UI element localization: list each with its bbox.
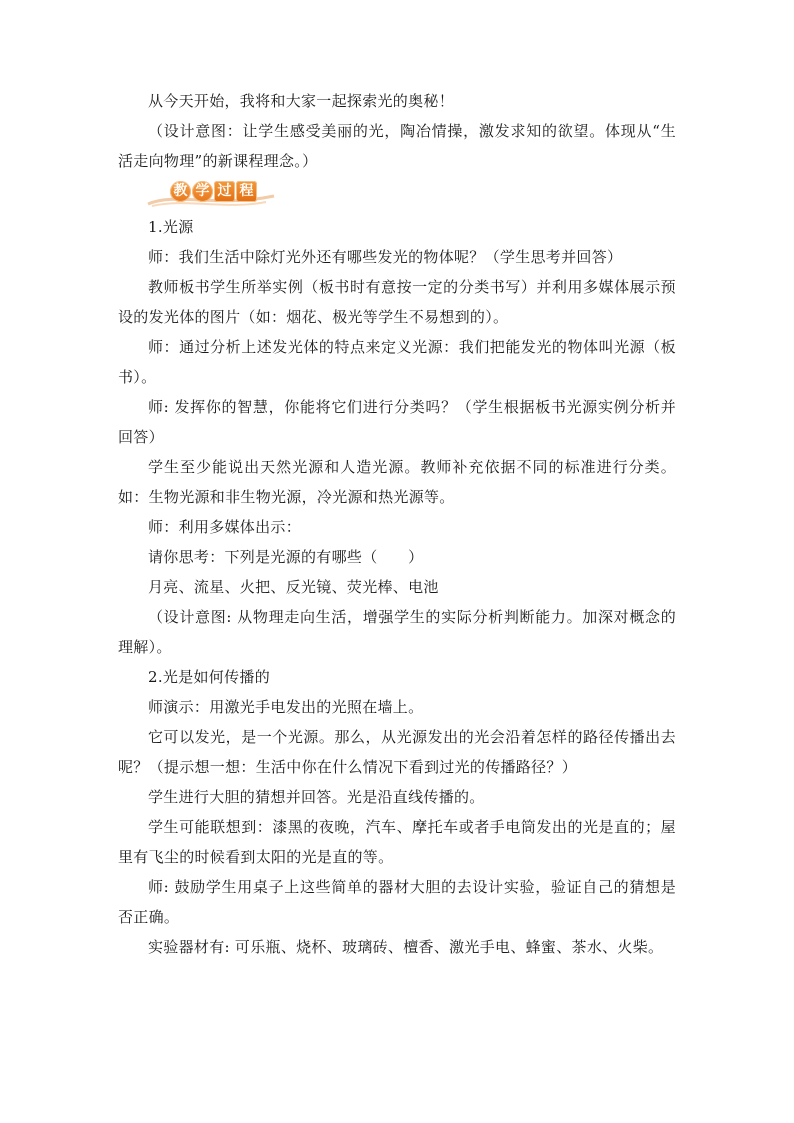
section-heading-teaching-process: [146, 178, 676, 208]
paragraph: 师演示：用激光手电发出的光照在墙上。: [148, 698, 424, 716]
paragraph: 师：利用多媒体出示：: [148, 518, 302, 536]
intro-design-intent: （设计意图：让学生感受美丽的光，陶冶情操，激发求知的欲望。体现从“生活走向物理”的新课程理念。）: [118, 122, 676, 170]
paragraph: 师：通过分析上述发光体的特点来定义光源：我们把能发光的物体叫光源（板书）。: [118, 338, 676, 386]
paragraph: 教师板书学生所举实例（板书时有意按一定的分类书写）并利用多媒体展示预设的发光体的图片（如：烟花、极光等学生不易想到的）。: [118, 278, 676, 326]
subheading-light-propagation: 2.光是如何传播的: [148, 668, 271, 686]
paragraph: 师：我们生活中除灯光外还有哪些发光的物体呢？（学生思考并回答）: [148, 248, 623, 266]
paragraph: 学生至少能说出天然光源和人造光源。教师补充依据不同的标准进行分类。如：生物光源和非生物光源，冷光源和热光源等。: [118, 458, 676, 506]
intro-paragraph-1: 从今天开始，我将和大家一起探索光的奥秘！: [148, 92, 455, 110]
subheading-light-source: 1.光源: [148, 218, 194, 236]
paragraph: 师: 发挥你的智慧，你能将它们进行分类吗？（学生根据板书光源实例分析并回答）: [118, 398, 676, 446]
document-page: [118, 86, 676, 962]
section-heading-char: 教: [170, 181, 191, 202]
paragraph: 师: 鼓励学生用桌子上这些简单的器材大胆的去设计实验，验证自己的猜想是否正确。: [118, 878, 676, 926]
section-heading-char: 程: [236, 181, 257, 202]
question-prompt: 请你思考：下列是光源的有哪些（ ）: [148, 548, 424, 566]
paragraph: 学生进行大胆的猜想并回答。光是沿直线传播的。: [148, 788, 485, 806]
section-heading-char: 过: [214, 181, 235, 202]
equipment-list: 实验器材有: 可乐瓶、烧杯、玻璃砖、檀香、激光手电、蜂蜜、茶水、火柴。: [148, 938, 664, 956]
paragraph: 它可以发光，是一个光源。那么，从光源发出的光会沿着怎样的路径传播出去呢？（提示想一想：生活中你在什么情况下看到过光的传播路径？）: [118, 728, 676, 776]
question-options: 月亮、流星、火把、反光镜、荧光棒、电池: [148, 578, 439, 596]
paragraph: 学生可能联想到：漆黑的夜晚，汽车、摩托车或者手电筒发出的光是直的；屋里有飞尘的时候看到太阳的光是直的等。: [118, 818, 676, 866]
section-heading-char: 学: [192, 181, 213, 202]
design-intent: （设计意图: 从物理走向生活，增强学生的实际分析判断能力。加深对概念的理解）。: [118, 608, 676, 656]
